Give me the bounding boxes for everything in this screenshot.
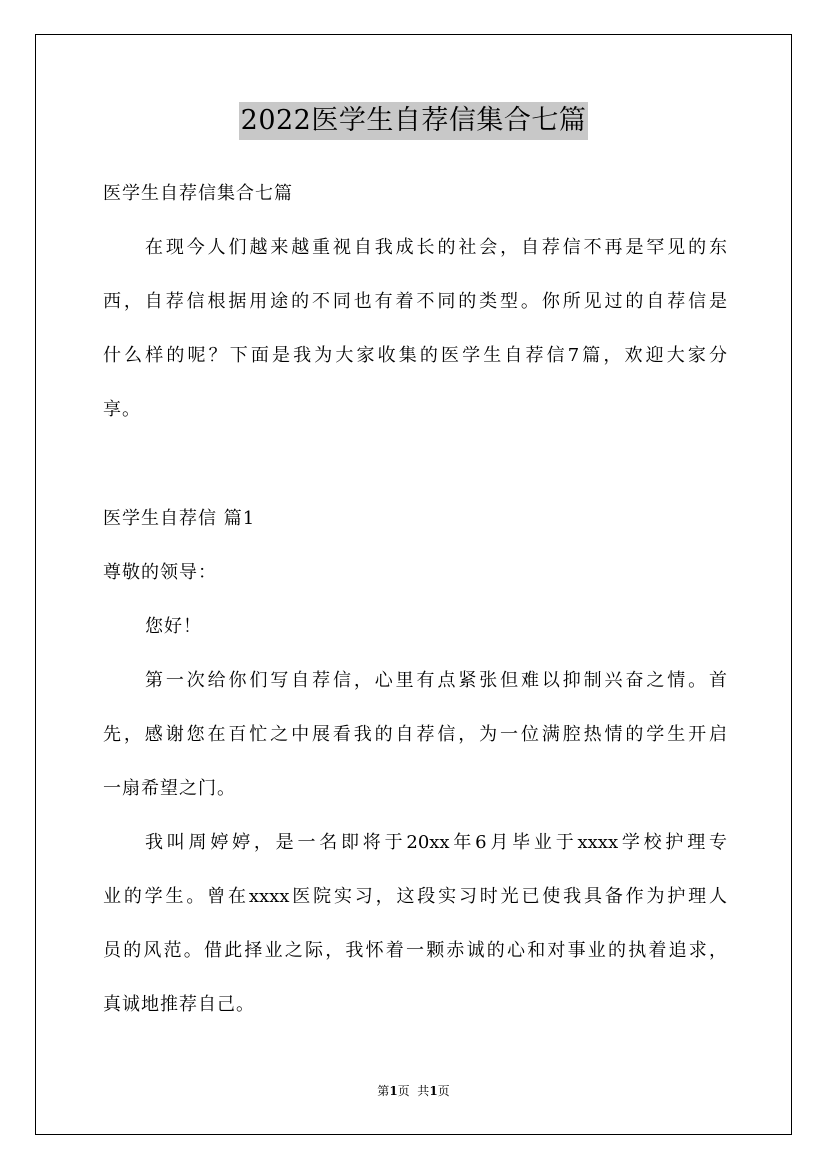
footer-mid: 页 共	[397, 1084, 430, 1098]
page-footer	[0, 1083, 827, 1099]
para1-line-1: 第一次给你们写自荐信，心里有点紧张但难以抑制兴奋之情。首	[145, 670, 727, 691]
footer-prefix: 第	[377, 1084, 390, 1098]
intro-line-1: 在现今人们越来越重视自我成长的社会，自荐信不再是罕见的东	[145, 237, 727, 258]
section-heading: 医学生自荐信 篇1	[103, 508, 256, 529]
para2-line-3: 员的风范。借此择业之际，我怀着一颗赤诚的心和对事业的执着追求，	[103, 940, 727, 961]
footer-page-number: 1	[389, 1084, 398, 1098]
para1-line-2: 先，感谢您在百忙之中展看我的自荐信，为一位满腔热情的学生开启	[103, 724, 727, 745]
document-title: 2022医学生自荐信集合七篇	[239, 102, 589, 140]
para2-line-2: 业的学生。曾在xxxx医院实习，这段实习时光已使我具备作为护理人	[103, 886, 727, 907]
salutation: 尊敬的领导：	[103, 562, 217, 583]
footer-suffix: 页	[437, 1084, 450, 1098]
para2-line-1: 我叫周婷婷，是一名即将于20xx年6月毕业于xxxx学校护理专	[145, 832, 727, 853]
para1-line-3: 一扇希望之门。	[103, 778, 236, 799]
footer-total-pages: 1	[429, 1084, 438, 1098]
title-container	[0, 102, 827, 140]
greeting: 您好！	[145, 616, 202, 637]
intro-line-2: 西，自荐信根据用途的不同也有着不同的类型。你所见过的自荐信是	[103, 291, 727, 312]
intro-line-3: 什么样的呢？下面是我为大家收集的医学生自荐信7篇，欢迎大家分	[103, 345, 727, 366]
para2-line-4: 真诚地推荐自己。	[103, 994, 255, 1015]
intro-line-4: 享。	[103, 399, 141, 420]
document-subtitle: 医学生自荐信集合七篇	[103, 183, 293, 204]
